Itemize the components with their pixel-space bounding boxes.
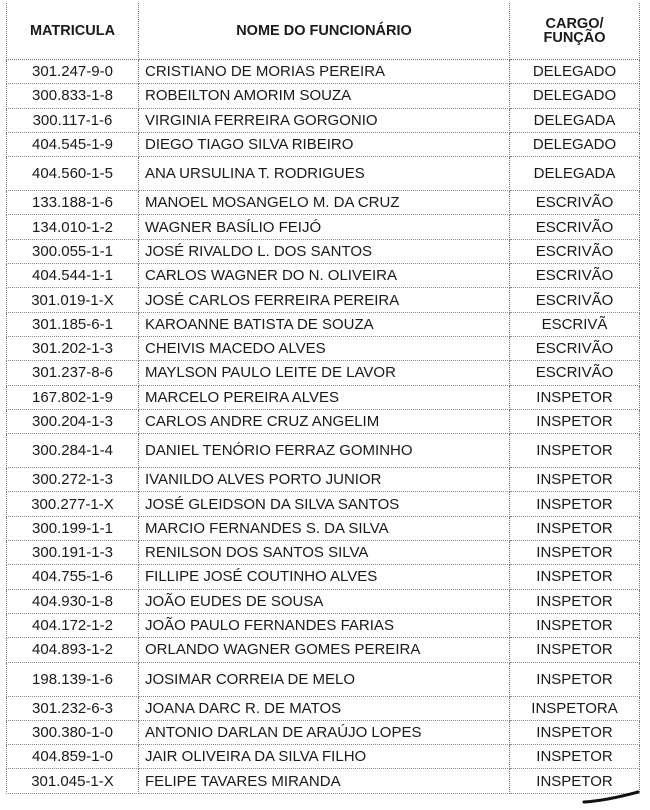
nome-cell: JOSÉ RIVALDO L. DOS SANTOS bbox=[139, 239, 510, 263]
matricula-cell: 300.117-1-6 bbox=[7, 108, 139, 132]
nome-cell: MAYLSON PAULO LEITE DE LAVOR bbox=[139, 361, 510, 385]
cargo-cell: DELEGADA bbox=[510, 108, 640, 132]
nome-cell: JOSÉ GLEIDSON DA SILVA SANTOS bbox=[139, 492, 510, 516]
matricula-cell: 300.272-1-3 bbox=[7, 468, 139, 492]
cargo-cell: ESCRIVÃO bbox=[510, 191, 640, 215]
cargo-cell: DELEGADO bbox=[510, 60, 640, 84]
table-row bbox=[7, 84, 640, 108]
matricula-cell: 167.802-1-9 bbox=[7, 385, 139, 409]
cargo-cell: DELEGADA bbox=[510, 157, 640, 191]
table-row bbox=[7, 516, 640, 540]
nome-cell: CARLOS WAGNER DO N. OLIVEIRA bbox=[139, 264, 510, 288]
staff-table bbox=[6, 3, 640, 794]
nome-cell: ROBEILTON AMORIM SOUZA bbox=[139, 84, 510, 108]
header-row bbox=[7, 3, 640, 60]
matricula-cell: 300.204-1-3 bbox=[7, 409, 139, 433]
cargo-cell: INSPETOR bbox=[510, 589, 640, 613]
matricula-cell: 133.188-1-6 bbox=[7, 191, 139, 215]
matricula-cell: 404.755-1-6 bbox=[7, 565, 139, 589]
matricula-cell: 404.172-1-2 bbox=[7, 613, 139, 637]
cargo-cell: INSPETOR bbox=[510, 638, 640, 662]
matricula-cell: 134.010-1-2 bbox=[7, 215, 139, 239]
nome-cell: ORLANDO WAGNER GOMES PEREIRA bbox=[139, 638, 510, 662]
table-row bbox=[7, 565, 640, 589]
matricula-cell: 301.045-1-X bbox=[7, 769, 139, 793]
cargo-cell: ESCRIVÃ bbox=[510, 312, 640, 336]
table-row bbox=[7, 336, 640, 360]
cargo-cell: INSPETOR bbox=[510, 565, 640, 589]
nome-cell: ANTONIO DARLAN DE ARAÚJO LOPES bbox=[139, 720, 510, 744]
cargo-cell: INSPETOR bbox=[510, 434, 640, 468]
cargo-cell: INSPETOR bbox=[510, 409, 640, 433]
nome-cell: MARCELO PEREIRA ALVES bbox=[139, 385, 510, 409]
cargo-cell: ESCRIVÃO bbox=[510, 336, 640, 360]
pen-stroke-mark bbox=[582, 790, 640, 804]
matricula-cell: 198.139-1-6 bbox=[7, 662, 139, 696]
table-row bbox=[7, 215, 640, 239]
nome-cell: DANIEL TENÓRIO FERRAZ GOMINHO bbox=[139, 434, 510, 468]
header-matricula: MATRICULA bbox=[7, 3, 139, 60]
header-cargo-line1: CARGO/ bbox=[545, 15, 604, 32]
table-row bbox=[7, 132, 640, 156]
cargo-cell: ESCRIVÃO bbox=[510, 264, 640, 288]
cargo-cell: DELEGADO bbox=[510, 84, 640, 108]
matricula-cell: 404.560-1-5 bbox=[7, 157, 139, 191]
cargo-cell: INSPETOR bbox=[510, 516, 640, 540]
table-row bbox=[7, 409, 640, 433]
matricula-cell: 300.277-1-X bbox=[7, 492, 139, 516]
table-row bbox=[7, 312, 640, 336]
cargo-cell: INSPETOR bbox=[510, 492, 640, 516]
matricula-cell: 300.833-1-8 bbox=[7, 84, 139, 108]
nome-cell: CARLOS ANDRE CRUZ ANGELIM bbox=[139, 409, 510, 433]
table-row bbox=[7, 108, 640, 132]
table-row bbox=[7, 696, 640, 720]
cargo-cell: ESCRIVÃO bbox=[510, 361, 640, 385]
matricula-cell: 404.893-1-2 bbox=[7, 638, 139, 662]
table-row bbox=[7, 60, 640, 84]
nome-cell: CRISTIANO DE MORIAS PEREIRA bbox=[139, 60, 510, 84]
header-nome: NOME DO FUNCIONÁRIO bbox=[139, 3, 510, 60]
matricula-cell: 301.247-9-0 bbox=[7, 60, 139, 84]
cargo-cell: INSPETOR bbox=[510, 385, 640, 409]
matricula-cell: 301.237-8-6 bbox=[7, 361, 139, 385]
table-row bbox=[7, 468, 640, 492]
nome-cell: ANA URSULINA T. RODRIGUES bbox=[139, 157, 510, 191]
cargo-cell: INSPETOR bbox=[510, 769, 640, 793]
cargo-cell: INSPETOR bbox=[510, 720, 640, 744]
header-cargo-line2: FUNÇÃO bbox=[543, 30, 606, 46]
nome-cell: JOSÉ CARLOS FERREIRA PEREIRA bbox=[139, 288, 510, 312]
cargo-cell: INSPETOR bbox=[510, 541, 640, 565]
table-row bbox=[7, 264, 640, 288]
nome-cell: KAROANNE BATISTA DE SOUZA bbox=[139, 312, 510, 336]
table-row bbox=[7, 662, 640, 696]
table-row bbox=[7, 434, 640, 468]
nome-cell: JOSIMAR CORREIA DE MELO bbox=[139, 662, 510, 696]
cargo-cell: INSPETORA bbox=[510, 696, 640, 720]
table-row bbox=[7, 769, 640, 793]
cargo-cell: INSPETOR bbox=[510, 662, 640, 696]
table-row bbox=[7, 720, 640, 744]
cargo-cell: INSPETOR bbox=[510, 468, 640, 492]
matricula-cell: 300.380-1-0 bbox=[7, 720, 139, 744]
table-row bbox=[7, 638, 640, 662]
table-row bbox=[7, 541, 640, 565]
matricula-cell: 300.199-1-1 bbox=[7, 516, 139, 540]
nome-cell: JOANA DARC R. DE MATOS bbox=[139, 696, 510, 720]
cargo-cell: INSPETOR bbox=[510, 745, 640, 769]
nome-cell: FELIPE TAVARES MIRANDA bbox=[139, 769, 510, 793]
cargo-cell: ESCRIVÃO bbox=[510, 215, 640, 239]
table-row bbox=[7, 288, 640, 312]
table-row bbox=[7, 191, 640, 215]
nome-cell: MANOEL MOSANGELO M. DA CRUZ bbox=[139, 191, 510, 215]
matricula-cell: 301.185-6-1 bbox=[7, 312, 139, 336]
matricula-cell: 404.545-1-9 bbox=[7, 132, 139, 156]
header-cargo bbox=[510, 3, 640, 60]
cargo-cell: ESCRIVÃO bbox=[510, 239, 640, 263]
matricula-cell: 404.859-1-0 bbox=[7, 745, 139, 769]
table-row bbox=[7, 239, 640, 263]
table-row bbox=[7, 157, 640, 191]
matricula-cell: 300.055-1-1 bbox=[7, 239, 139, 263]
nome-cell: DIEGO TIAGO SILVA RIBEIRO bbox=[139, 132, 510, 156]
nome-cell: CHEIVIS MACEDO ALVES bbox=[139, 336, 510, 360]
table-row bbox=[7, 589, 640, 613]
matricula-cell: 301.232-6-3 bbox=[7, 696, 139, 720]
table-row bbox=[7, 613, 640, 637]
matricula-cell: 404.544-1-1 bbox=[7, 264, 139, 288]
matricula-cell: 301.019-1-X bbox=[7, 288, 139, 312]
matricula-cell: 404.930-1-8 bbox=[7, 589, 139, 613]
nome-cell: MARCIO FERNANDES S. DA SILVA bbox=[139, 516, 510, 540]
table-row bbox=[7, 745, 640, 769]
nome-cell: RENILSON DOS SANTOS SILVA bbox=[139, 541, 510, 565]
nome-cell: JOÃO EUDES DE SOUSA bbox=[139, 589, 510, 613]
table-row bbox=[7, 385, 640, 409]
cargo-cell: DELEGADO bbox=[510, 132, 640, 156]
nome-cell: FILLIPE JOSÉ COUTINHO ALVES bbox=[139, 565, 510, 589]
nome-cell: VIRGINIA FERREIRA GORGONIO bbox=[139, 108, 510, 132]
nome-cell: JOÃO PAULO FERNANDES FARIAS bbox=[139, 613, 510, 637]
nome-cell: JAIR OLIVEIRA DA SILVA FILHO bbox=[139, 745, 510, 769]
matricula-cell: 300.191-1-3 bbox=[7, 541, 139, 565]
cargo-cell: ESCRIVÃO bbox=[510, 288, 640, 312]
matricula-cell: 300.284-1-4 bbox=[7, 434, 139, 468]
cargo-cell: INSPETOR bbox=[510, 613, 640, 637]
table-row bbox=[7, 361, 640, 385]
matricula-cell: 301.202-1-3 bbox=[7, 336, 139, 360]
nome-cell: WAGNER BASÍLIO FEIJÓ bbox=[139, 215, 510, 239]
nome-cell: IVANILDO ALVES PORTO JUNIOR bbox=[139, 468, 510, 492]
table-row bbox=[7, 492, 640, 516]
